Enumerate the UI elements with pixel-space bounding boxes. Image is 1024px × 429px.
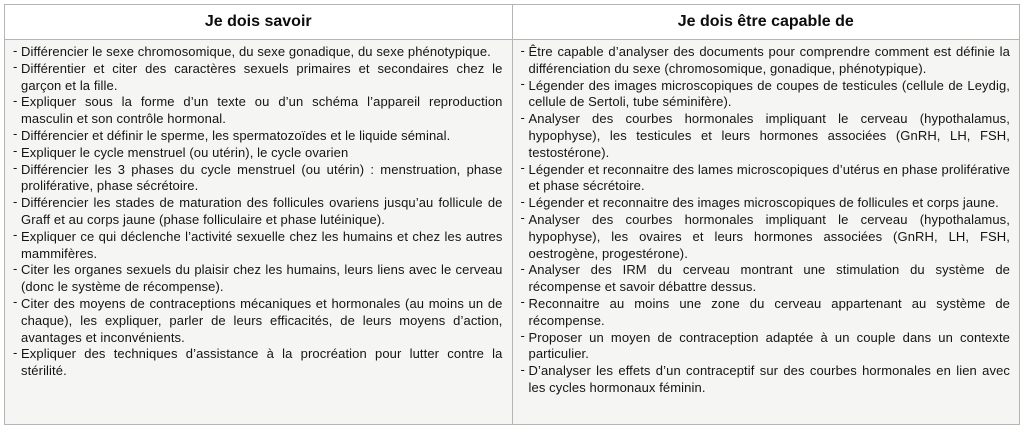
- body-row: [5, 40, 1020, 425]
- objective-item: - Légender et reconnaitre des lames microscopiques d’utérus en phase proliférative et phase sécrétoire.: [521, 162, 1011, 196]
- objective-item: - Expliquer sous la forme d’un texte ou d’un schéma l’appareil reproduction masculin et son contrôle hormonal.: [13, 94, 503, 128]
- objective-item: - Différencier les stades de maturation des follicules ovariens jusqu’au follicule de Graff et au corps jaune (phase folliculaire et phase lutéinique).: [13, 195, 503, 229]
- objective-item: - Différentier et citer des caractères sexuels primaires et secondaires chez le garçon et la fille.: [13, 61, 503, 95]
- objective-item: - Différencier et définir le sperme, les spermatozoïdes et le liquide séminal.: [13, 128, 503, 145]
- column-header-capable: Je dois être capable de: [512, 5, 1020, 40]
- objective-item: - Analyser des courbes hormonales impliquant le cerveau (hypothalamus, hypophyse), les testicules et leurs hormones associées (GnRH, LH, FSH, testostérone).: [521, 111, 1011, 161]
- objective-item: - Expliquer ce qui déclenche l’activité sexuelle chez les humains et chez les autres mammifères.: [13, 229, 503, 263]
- objective-item: - Analyser des courbes hormonales impliquant le cerveau (hypothalamus, hypophyse), les ovaires et leurs hormones associées (GnRH, LH, FSH, oestrogène, progestérone).: [521, 212, 1011, 262]
- objective-item: - Expliquer des techniques d’assistance à la procréation pour lutter contre la stérilité.: [13, 346, 503, 380]
- objective-item: - Citer les organes sexuels du plaisir chez les humains, leurs liens avec le cerveau (donc le système de récompense).: [13, 262, 503, 296]
- cell-capable: [512, 40, 1020, 425]
- objective-item: - Analyser des IRM du cerveau montrant une stimulation du système de récompense et savoir débattre dessus.: [521, 262, 1011, 296]
- objectives-table: [4, 4, 1020, 425]
- objective-item: - Expliquer le cycle menstruel (ou utérin), le cycle ovarien: [13, 145, 503, 162]
- objective-item: - Légender et reconnaitre des images microscopiques de follicules et corps jaune.: [521, 195, 1011, 212]
- header-row: [5, 5, 1020, 40]
- objective-item: - Proposer un moyen de contraception adaptée à un couple dans un contexte particulier.: [521, 330, 1011, 364]
- objective-item: - Différencier les 3 phases du cycle menstruel (ou utérin) : menstruation, phase proliférative, phase sécrétoire.: [13, 162, 503, 196]
- column-header-savoir: Je dois savoir: [5, 5, 513, 40]
- cell-savoir: [5, 40, 513, 425]
- objective-item: - Différencier le sexe chromosomique, du sexe gonadique, du sexe phénotypique.: [13, 44, 503, 61]
- capable-list: [521, 44, 1011, 397]
- objective-item: - Légender des images microscopiques de coupes de testicules (cellule de Leydig, cellule de Sertoli, tube séminifère).: [521, 78, 1011, 112]
- objective-item: - Citer des moyens de contraceptions mécaniques et hormonales (au moins un de chaque), les expliquer, parler de leurs efficacités, de leurs moyens d’action, avantages et inconvénients.: [13, 296, 503, 346]
- objective-item: - Être capable d’analyser des documents pour comprendre comment est définie la différenciation du sexe (chromosomique, gonadique, phénotypique).: [521, 44, 1011, 78]
- objective-item: - Reconnaitre au moins une zone du cerveau appartenant au système de récompense.: [521, 296, 1011, 330]
- objective-item: - D’analyser les effets d’un contraceptif sur des courbes hormonales en lien avec les cycles hormonaux féminin.: [521, 363, 1011, 397]
- savoir-list: [13, 44, 503, 380]
